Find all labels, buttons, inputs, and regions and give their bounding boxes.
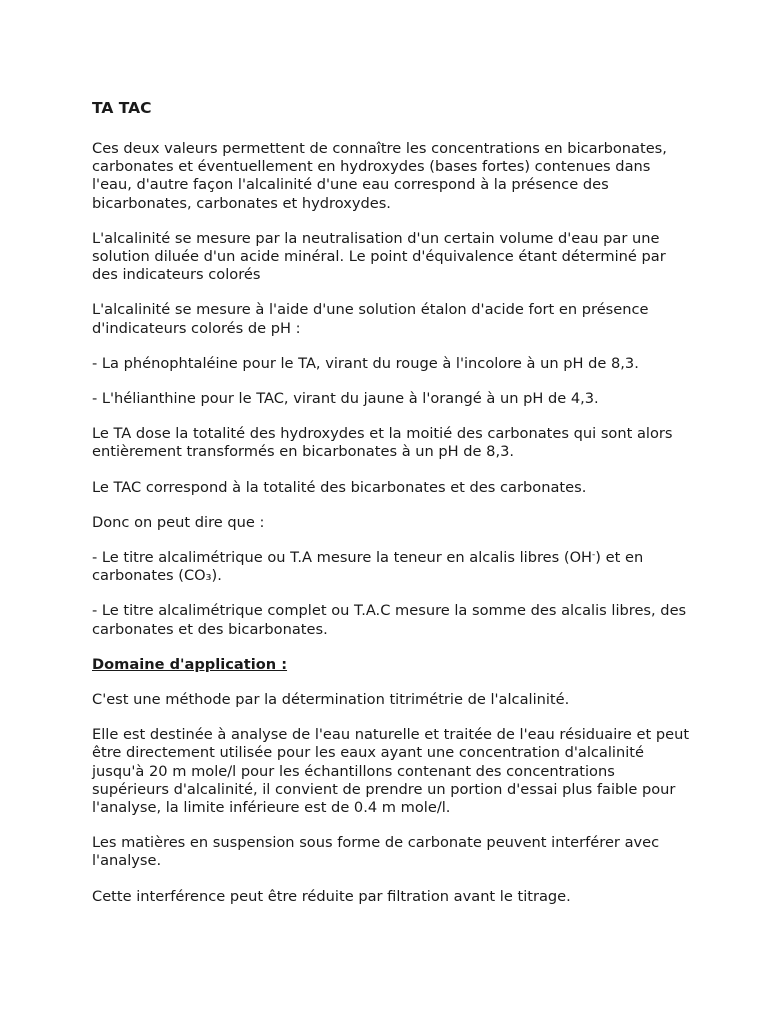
paragraph-intro: Ces deux valeurs permettent de connaître les concentrations en bicarbonates, carbonates et éventuellement en hydroxydes (bases fortes) contenues dans l'eau, d'autre façon l'alcalinité d'une eau correspond à la présence des bicarbonates, carbonates et hydroxydes. bbox=[92, 140, 667, 212]
paragraph-tac-measure: - Le titre alcalimétrique complet ou T.A.C mesure la somme des alcalis libres, des carbonates et des bicarbonates. bbox=[92, 602, 687, 638]
paragraph-helianthine: - L'hélianthine pour le TAC, virant du jaune à l'orangé à un pH de 4,3. bbox=[92, 390, 599, 408]
section-heading-domain: Domaine d'application : bbox=[92, 655, 288, 673]
paragraph-indicators: L'alcalinité se mesure à l'aide d'une solution étalon d'acide fort en présence d'indicateurs colorés de pH : bbox=[92, 301, 649, 337]
paragraph-ta-measure bbox=[92, 549, 692, 585]
paragraph-ta-definition: Le TA dose la totalité des hydroxydes et la moitié des carbonates qui sont alors entièrement transformés en bicarbonates à un pH de 8,3. bbox=[92, 425, 673, 461]
paragraph-method: C'est une méthode par la détermination titrimétrie de l'alcalinité. bbox=[92, 691, 570, 709]
paragraph-conclusion-intro: Donc on peut dire que : bbox=[92, 513, 265, 531]
paragraph-scope: Elle est destinée à analyse de l'eau naturelle et traitée de l'eau résiduaire et peut être directement utilisée pour les eaux ayant une concentration d'alcalinité jusqu'à 20 m mole/l pour les échantillons contenant des concentrations supérieurs d'alcalinité, il convient de prendre un portion d'essai plus faible pour l'analyse, la limite inférieure est de 0.4 m mole/l. bbox=[92, 726, 690, 817]
ta-measure-text-start: - Le titre alcalimétrique ou T.A mesure la teneur en alcalis libres (OH bbox=[92, 549, 593, 567]
paragraph-neutralisation: L'alcalinité se mesure par la neutralisation d'un certain volume d'eau par une solution diluée d'un acide minéral. Le point d'équivalence étant déterminé par des indicateurs colorés bbox=[92, 229, 666, 284]
ta-measure-text-end: ) et en carbonates (CO₃). bbox=[92, 549, 644, 585]
paragraph-filtration: Cette interférence peut être réduite par filtration avant le titrage. bbox=[92, 887, 571, 905]
hydroxide-charge-superscript: - bbox=[592, 550, 596, 561]
paragraph-phenolphthalein: - La phénophtaléine pour le TA, virant du rouge à l'incolore à un pH de 8,3. bbox=[92, 354, 639, 372]
paragraph-interference: Les matières en suspension sous forme de carbonate peuvent interférer avec l'analyse. bbox=[92, 834, 660, 870]
document-page bbox=[92, 98, 692, 923]
paragraph-tac-definition: Le TAC correspond à la totalité des bicarbonates et des carbonates. bbox=[92, 478, 587, 496]
document-title: TA TAC bbox=[92, 99, 152, 117]
